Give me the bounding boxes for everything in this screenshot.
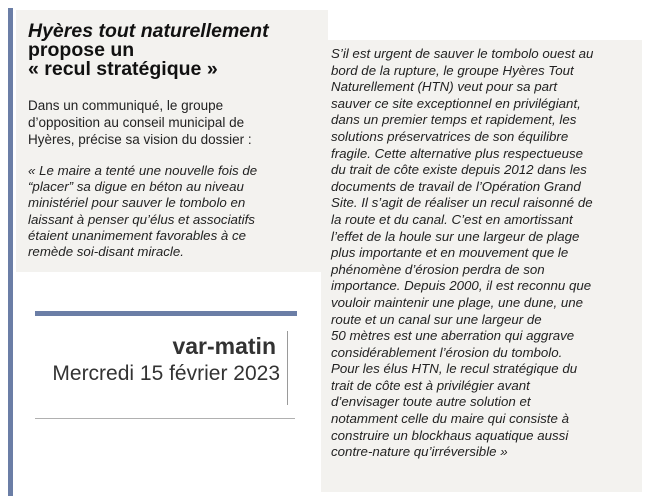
article-intro: Dans un communiqué, le groupe d’opposition au conseil municipal de Hyères, précise sa vision du dossier : xyxy=(28,98,252,147)
source-top-rule xyxy=(35,311,297,316)
source-bottom-rule xyxy=(35,418,295,419)
article-title-line1: Hyères tout naturellement xyxy=(28,20,269,42)
source-publication-date: Mercredi 15 février 2023 xyxy=(52,362,280,385)
article-title xyxy=(28,22,328,79)
left-accent-bar xyxy=(8,8,13,496)
article-quote-part2: S’il est urgent de sauver le tombolo ouest au bord de la rupture, le groupe Hyères Tout Naturellement (HTN) veut pour sa part sauver ce site exceptionnel en privilégiant, dans un premier temps et rapidement, les solutions préservatrices de son équilibre fragile. Cette alternative plus respectueuse du trait de côte existe depuis 2012 dans les documents de travail de l’Opération Grand Site. Il s’agit de réaliser un recul raisonné de la route et du canal. C’est en amortissant l’effet de la houle sur une largeur de plage plus importante et en mouvement que le phénomène d’érosion perdra de son importance. Depuis 2000, il est reconnu que vouloir maintenir une plage, une dune, une route et un canal sur une largeur de 50 mètres est une aberration qui aggrave considérablement l’érosion du tombolo. Pour les élus HTN, le recul stratégique du trait de côte est à privilégier avant d’envisager toute autre solution et notamment celle du maire qui consiste à construire un blockhaus aquatique aussi contre-nature qu’irréversible » xyxy=(331,46,594,460)
source-vertical-rule xyxy=(287,331,288,405)
source-publication-name: var-matin xyxy=(172,333,276,359)
article-title-line2: propose un « recul stratégique » xyxy=(28,39,218,80)
article-quote-part1: « Le maire a tenté une nouvelle fois de “placer” sa digue en béton au niveau ministériel pour sauver le tombolo en laissant à penser qu’élus et associatifs étaient unanimement favorables à ce remède soi-disant miracle. xyxy=(28,163,258,260)
